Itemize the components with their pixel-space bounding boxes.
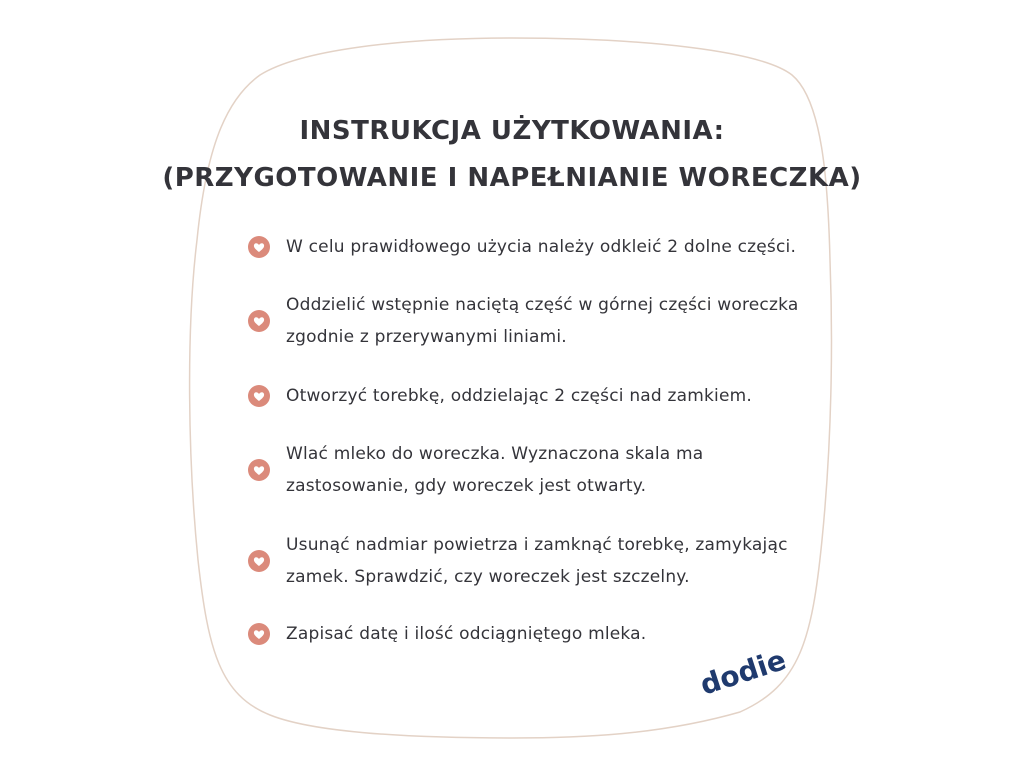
step-line: Zapisać datę i ilość odciągniętego mleka.	[286, 624, 647, 644]
instruction-step-5	[248, 529, 808, 593]
heart-icon	[248, 550, 270, 572]
step-line: zastosowanie, gdy woreczek jest otwarty.	[286, 476, 647, 496]
step-text	[286, 380, 752, 412]
step-text	[286, 438, 703, 502]
logo-text: dodie	[696, 643, 790, 702]
step-line: zgodnie z przerywanymi liniami.	[286, 327, 567, 347]
instruction-step-2	[248, 289, 808, 353]
instruction-step-4	[248, 438, 808, 502]
step-text	[286, 289, 798, 353]
step-line: Usunąć nadmiar powietrza i zamknąć torebkę, zamykając	[286, 535, 788, 555]
step-line: Wlać mleko do woreczka. Wyznaczona skala ma	[286, 444, 704, 464]
instructions-title: INSTRUKCJA UŻYTKOWANIA:	[299, 116, 725, 146]
instructions-subtitle: (PRZYGOTOWANIE I NAPEŁNIANIE WORECZKA)	[162, 163, 862, 193]
instruction-step-3	[248, 380, 808, 412]
step-text	[286, 618, 646, 650]
step-line: zamek. Sprawdzić, czy woreczek jest szczelny.	[286, 567, 690, 587]
heart-icon	[248, 385, 270, 407]
step-line: Otworzyć torebkę, oddzielając 2 części nad zamkiem.	[286, 386, 752, 406]
instruction-step-1	[248, 231, 808, 263]
step-line: W celu prawidłowego użycia należy odkleić 2 dolne części.	[286, 237, 797, 257]
step-text	[286, 231, 796, 263]
heart-icon	[248, 236, 270, 258]
heart-icon	[248, 459, 270, 481]
dodie-logo	[694, 640, 790, 702]
step-text	[286, 529, 788, 593]
step-line: Oddzielić wstępnie naciętą część w górnej części woreczka	[286, 295, 799, 315]
heart-icon	[248, 623, 270, 645]
heart-icon	[248, 310, 270, 332]
